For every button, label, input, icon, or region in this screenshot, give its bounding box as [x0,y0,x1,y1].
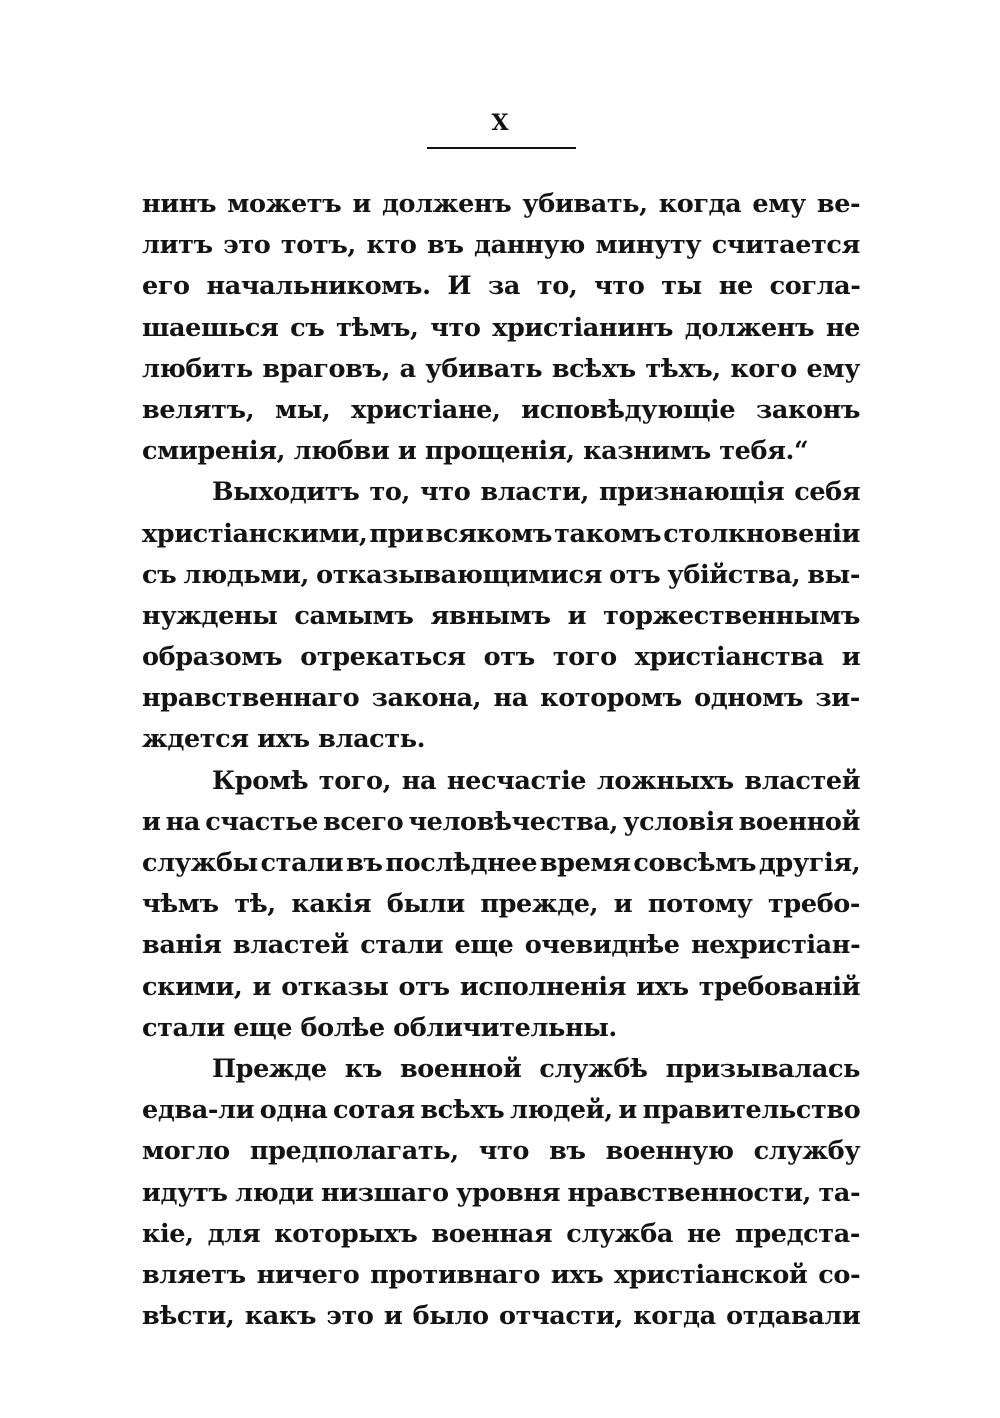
text-line: кіе, для которыхъ военная служба не предста- [142,1218,860,1249]
text-line: нинъ можетъ и долженъ убивать, когда ему ве- [142,189,861,219]
text-line: смиренія, любви и прощенія, казнимъ тебя.“ [142,436,809,467]
text-line: скими, и отказы отъ исполненія ихъ требованій [142,971,861,1002]
text-line: шаешься съ тѣмъ, что христіанинъ долженъ не [142,312,860,343]
text-line: едва-ли одна сотая всѣхъ людей, и правительство [142,1095,861,1126]
paragraph-3 [142,761,860,1049]
page-number: X [491,110,509,136]
text-line: идутъ люди низшаго уровня нравственности, та- [142,1177,861,1208]
text-line: ванія властей стали еще очевиднѣе нехристіан- [142,930,861,961]
text-line: стали еще болѣе обличительны. [142,1012,617,1043]
text-line: вляетъ ничего противнаго ихъ христіанской со- [142,1259,861,1290]
body-text [142,184,860,1337]
paragraph-2 [142,472,860,760]
text-line: нуждены самымъ явнымъ и торжественнымъ [142,600,860,631]
text-line: литъ это тотъ, кто въ данную минуту считается [142,230,860,261]
text-line: Кромѣ того, на несчастіе ложныхъ властей [212,765,861,796]
paragraph-1 [142,184,860,472]
text-line: могло предполагать, что въ военную службу [142,1136,861,1167]
paragraph-4 [142,1049,860,1337]
text-line: вѣсти, какъ это и было отчасти, когда отдавали [142,1301,861,1332]
text-line: Выходитъ то, что власти, признающія себя [212,477,861,508]
text-line: ждется ихъ власть. [142,724,426,755]
text-line: нравственнаго закона, на которомъ одномъ зи- [142,683,860,714]
text-line: велятъ, мы, христіане, исповѣдующіе законъ [142,394,860,425]
text-line: чѣмъ тѣ, какія были прежде, и потому требо- [142,889,861,920]
text-line: съ людьми, отказывающимися отъ убійства, вы- [142,559,860,590]
text-line: образомъ отрекаться отъ того христіанства и [142,642,861,673]
text-line: христіанскими, при всякомъ такомъ столкновеніи [142,518,860,549]
text-line: и на счастье всего человѣчества, условія военной [142,806,860,837]
text-line: любить враговъ, а убивать всѣхъ тѣхъ, кого ему [142,353,860,384]
text-line: Прежде къ военной службѣ призывалась [212,1053,860,1084]
page-header [0,108,1000,138]
text-line: его начальникомъ. И за то, что ты не согла- [142,271,861,302]
header-rule [427,147,576,149]
text-line: службы стали въ послѣднее время совсѣмъ другія, [142,848,861,878]
